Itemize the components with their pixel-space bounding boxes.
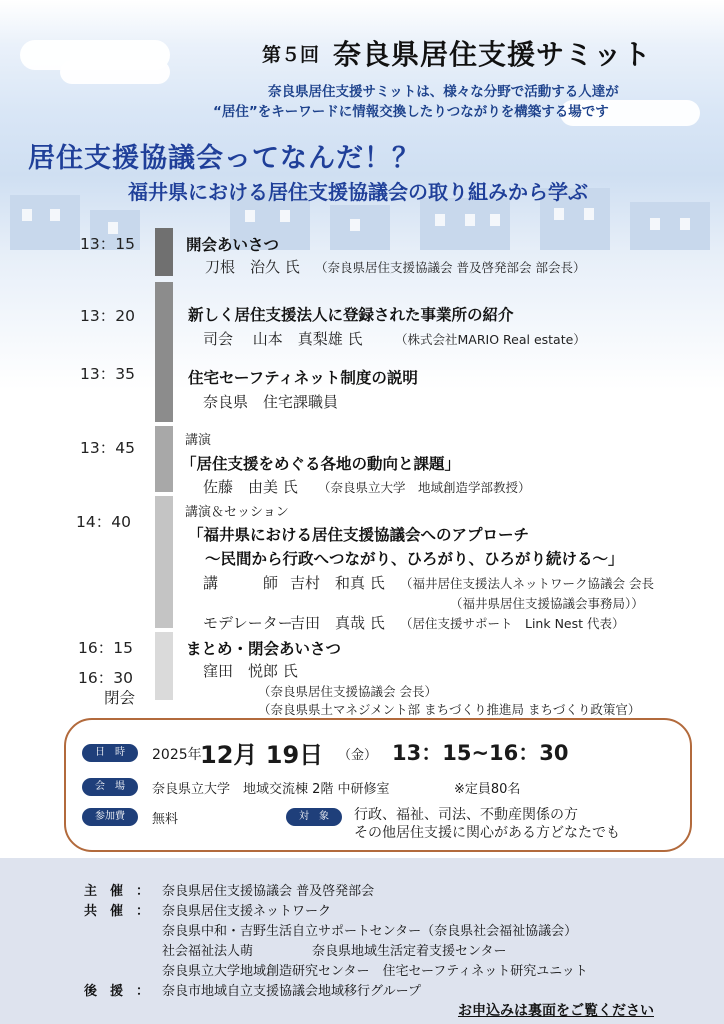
event-opening-affiliation: （奈良県居住支援協議会 普及啓発部会 部会長） xyxy=(315,260,586,275)
time-1345: 13：45 xyxy=(80,439,135,457)
cloud xyxy=(60,60,170,84)
event-closing-aff-1: （奈良県居住支援協議会 会長） xyxy=(258,684,437,699)
event-lecture-title: 「居住支援をめぐる各地の動向と課題」 xyxy=(181,455,461,473)
event-session-speaker-role: 講 師 xyxy=(203,574,279,592)
event-session-title-1: 「福井県における居住支援協議会へのアプローチ xyxy=(188,526,530,544)
time-close-label: 閉会 xyxy=(104,689,136,707)
venue-text: 奈良県立大学 地域交流棟 2階 中研修室 xyxy=(152,782,390,797)
timeline-bar-lecture xyxy=(155,426,173,492)
event-closing-title: まとめ・閉会あいさつ xyxy=(186,640,342,658)
date-year: 2025年 xyxy=(152,747,202,763)
edition-number: 第５回 xyxy=(262,44,320,66)
cohost-line-1: 奈良県居住支援ネットワーク xyxy=(162,904,332,919)
event-session-moderator: 吉田 真哉 氏 xyxy=(290,614,385,632)
date-day-of-week: （金） xyxy=(338,748,378,763)
event-closing-aff-2: （奈良県県土マネジメント部 まちづくり推進局 まちづくり政策官） xyxy=(258,702,641,717)
event-intro-title: 新しく居住支援法人に登録された事業所の紹介 xyxy=(188,306,514,324)
event-session-kind: 講演＆セッション xyxy=(185,505,289,520)
timeline-bar-intro xyxy=(155,282,173,422)
time-1630: 16：30 xyxy=(78,669,133,687)
intro-line-2: “居住”をキーワードに情報交換したりつながりを構築する場です xyxy=(213,104,609,120)
event-intro-person: 司会 山本 真梨雄 氏 xyxy=(203,330,363,348)
event-safetynet-person: 奈良県 住宅課職員 xyxy=(203,393,339,411)
time-1335: 13：35 xyxy=(80,365,135,383)
timeline-bar-opening xyxy=(155,228,173,276)
fee-label-pill: 参加費 xyxy=(82,808,138,826)
cohost-line-4: 奈良県立大学地域創造研究センター 住宅セーフティネット研究ユニット xyxy=(162,964,588,979)
apply-note: お申込みは裏面をご覧ください xyxy=(458,1003,654,1019)
event-lecture-person: 佐藤 由美 氏 xyxy=(203,478,298,496)
time-1440: 14：40 xyxy=(76,513,131,531)
event-closing-person: 窪田 悦郎 氏 xyxy=(203,662,298,680)
cohost-label: 共 催 ： xyxy=(84,904,150,919)
intro-line-1: 奈良県居住支援サミットは、様々な分野で活動する人達が xyxy=(268,84,619,100)
venue-label-pill: 会 場 xyxy=(82,778,138,796)
event-opening-person: 刀根 治久 氏 xyxy=(205,258,300,276)
event-intro-affiliation: （株式会社MARIO Real estate） xyxy=(395,332,586,347)
sub-title: 福井県における居住支援協議会の取り組みから学ぶ xyxy=(128,180,588,204)
capacity-text: ※定員80名 xyxy=(454,782,521,797)
event-safetynet-title: 住宅セーフティネット制度の説明 xyxy=(188,369,418,387)
host-text: 奈良県居住支援協議会 普及啓発部会 xyxy=(162,884,375,899)
summit-title: 奈良県居住支援サミット xyxy=(333,38,652,71)
event-session-speaker-aff-2: （福井県居住支援協議会事務局）） xyxy=(450,596,644,611)
date-time: 13：15~16：30 xyxy=(392,741,569,765)
host-label: 主 催 ： xyxy=(84,884,150,899)
event-session-speaker-aff-1: （福井居住支援法人ネットワーク協議会 会長 xyxy=(400,576,654,591)
time-1315: 13：15 xyxy=(80,235,135,253)
target-line-2: その他居住支援に関心がある方どなたでも xyxy=(354,825,620,841)
target-label-pill: 対 象 xyxy=(286,808,342,826)
event-opening-title: 開会あいさつ xyxy=(186,236,280,254)
cohost-line-3b: 奈良県地域生活定着支援センター xyxy=(312,944,507,959)
timeline-bar-session xyxy=(155,496,173,628)
event-session-speaker: 吉村 和真 氏 xyxy=(290,574,385,592)
event-info-box xyxy=(64,718,692,852)
fee-text: 無料 xyxy=(152,812,179,827)
organizer-footer xyxy=(0,858,724,1024)
date-main: 12月 19日 xyxy=(200,741,324,769)
main-title: 居住支援協議会ってなんだ！？ xyxy=(28,143,420,174)
event-lecture-affiliation: （奈良県立大学 地域創造学部教授） xyxy=(318,480,531,495)
support-label: 後 援 ： xyxy=(84,984,150,999)
time-1615: 16：15 xyxy=(78,639,133,657)
event-session-moderator-aff: （居住支援サポート Link Nest 代表） xyxy=(400,616,625,631)
cohost-line-3a: 社会福祉法人萌 xyxy=(162,944,254,959)
event-session-title-2: ～民間から行政へつながり、ひろがり、ひろがり続ける～」 xyxy=(205,550,624,568)
timeline-bar-closing xyxy=(155,632,173,700)
event-session-moderator-role: モデレーター xyxy=(203,614,293,632)
cohost-line-2: 奈良県中和・吉野生活自立サポートセンター（奈良県社会福祉協議会） xyxy=(162,924,578,939)
time-1320: 13：20 xyxy=(80,307,135,325)
date-label-pill: 日 時 xyxy=(82,744,138,762)
event-lecture-kind: 講演 xyxy=(185,433,212,448)
target-line-1: 行政、福祉、司法、不動産関係の方 xyxy=(354,807,578,823)
support-text: 奈良市地域自立支援協議会地域移行グループ xyxy=(162,984,421,999)
